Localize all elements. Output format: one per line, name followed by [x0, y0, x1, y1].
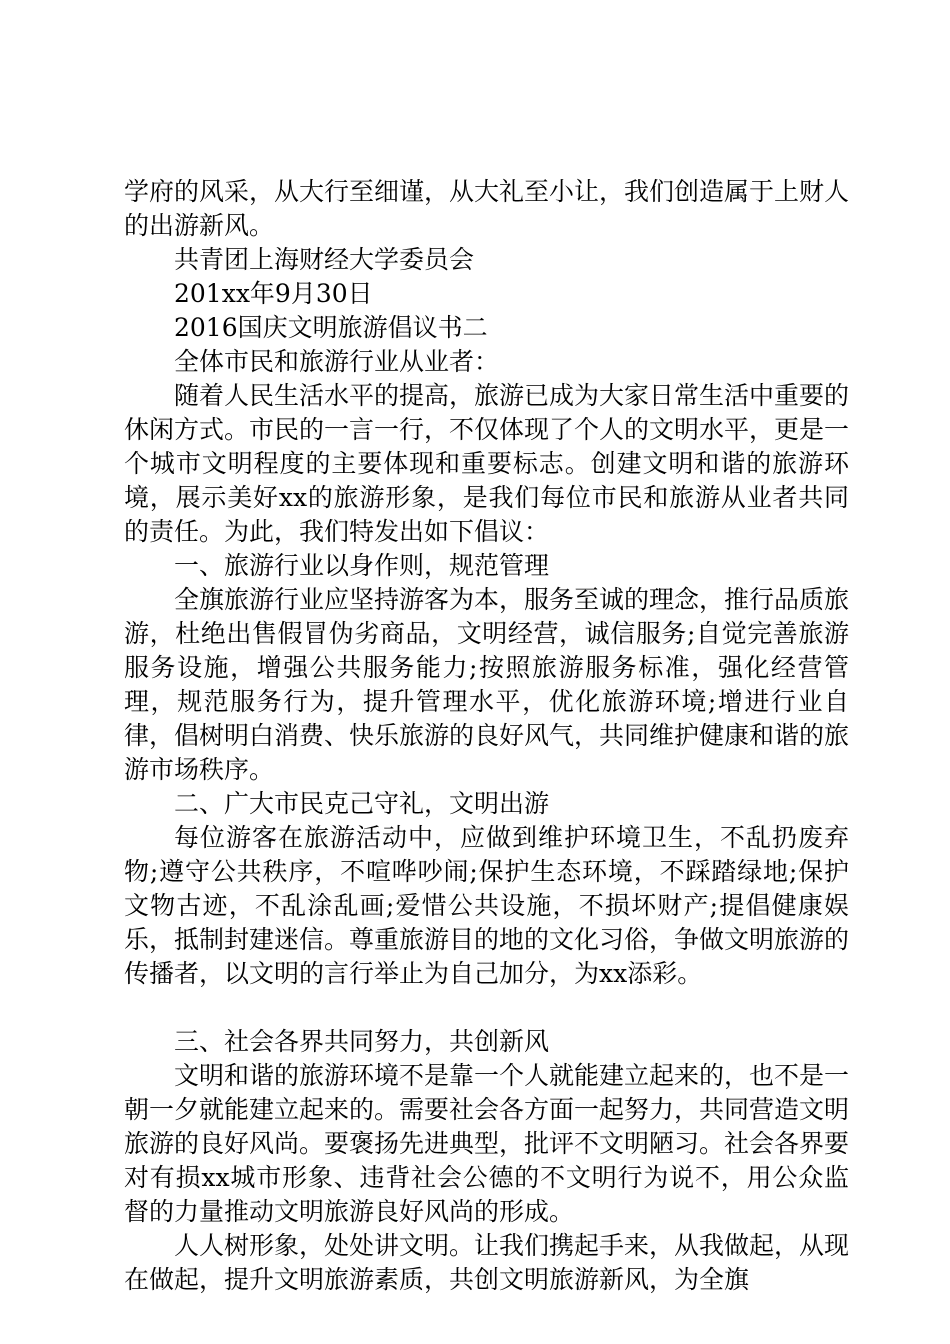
intro-paragraph: 随着人民生活水平的提高，旅游已成为大家日常生活中重要的休闲方式。市民的一言一行，不仅体现了个人的文明水平，更是一个城市文明程度的主要体现和重要标志。创建文明和谐的旅游环境，展示美好xx的旅游形象，是我们每位市民和旅游从业者共同的责任。为此，我们特发出如下倡议： — [124, 381, 850, 546]
section-heading-1: 一、旅游行业以身作则，规范管理 — [174, 551, 550, 580]
section-paragraph-2: 每位游客在旅游活动中，应做到维护环境卫生，不乱扔废弃物;遵守公共秩序，不喧哗吵闹;保护生态环境，不踩踏绿地;保护文物古迹，不乱涂乱画;爱惜公共设施，不损坏财产;提倡健康娱乐，抵制封建迷信。尊重旅游目的地的文化习俗，争做文明旅游的传播者，以文明的言行举止为自己加分，为xx添彩。 — [124, 823, 850, 988]
section-heading-3: 三、社会各界共同努力，共创新风 — [174, 1027, 550, 1056]
closing-paragraph: 人人树形象，处处讲文明。让我们携起手来，从我做起，从现在做起，提升文明旅游素质，共创文明旅游新风，为全旗 — [124, 1231, 850, 1294]
paragraph-closing-continuation: 学府的风采，从大行至细谨，从大礼至小让，我们创造属于上财人的出游新风。 — [124, 177, 850, 240]
signature-date: 201xx年9月30日 — [174, 279, 373, 308]
document-title: 2016国庆文明旅游倡议书二 — [174, 313, 488, 342]
document-body — [124, 175, 849, 1297]
salutation: 全体市民和旅游行业从业者： — [174, 347, 500, 376]
section-paragraph-3: 文明和谐的旅游环境不是靠一个人就能建立起来的，也不是一朝一夕就能建立起来的。需要社会各方面一起努力，共同营造文明旅游的良好风尚。要褒扬先进典型，批评不文明陋习。社会各界要对有损xx城市形象、违背社会公德的不文明行为说不，用公众监督的力量推动文明旅游良好风尚的形成。 — [124, 1061, 850, 1226]
signature-organization: 共青团上海财经大学委员会 — [174, 245, 475, 274]
section-paragraph-1: 全旗旅游行业应坚持游客为本，服务至诚的理念，推行品质旅游，杜绝出售假冒伪劣商品，文明经营，诚信服务;自觉完善旅游服务设施，增强公共服务能力;按照旅游服务标准，强化经营管理，规范服务行为，提升管理水平，优化旅游环境;增进行业自律，倡树明白消费、快乐旅游的良好风气，共同维护健康和谐的旅游市场秩序。 — [124, 585, 850, 784]
section-heading-2: 二、广大市民克己守礼，文明出游 — [174, 789, 550, 818]
